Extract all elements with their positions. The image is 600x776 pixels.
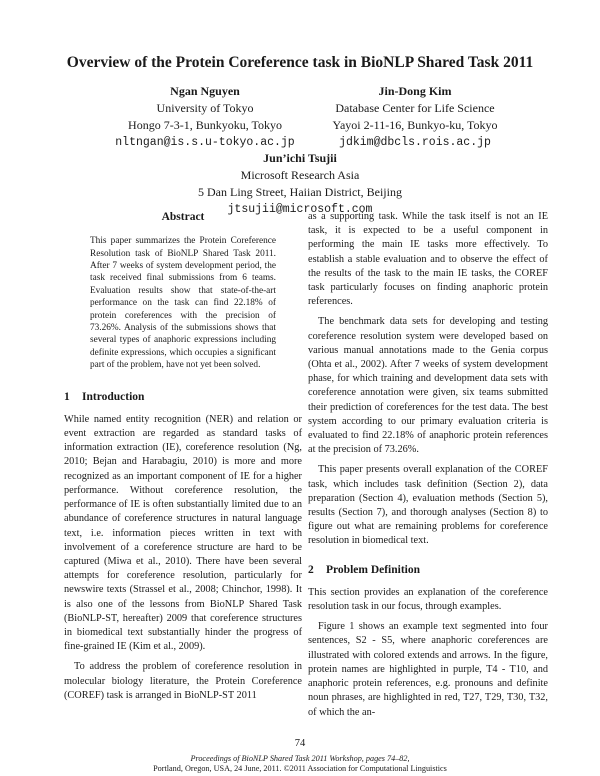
author-name: Ngan Nguyen <box>170 84 240 98</box>
author-affiliation: Database Center for Life Science <box>335 101 495 115</box>
proceedings-footer <box>0 754 600 774</box>
author-name: Jin-Dong Kim <box>378 84 452 98</box>
intro-paragraph-2: To address the problem of coreference resolution in molecular biology literature, the Protein Coreference (COREF) task is arranged in BioNLP-ST 2011 <box>64 661 302 701</box>
abstract-heading: Abstract <box>161 211 205 223</box>
author-affiliation: Microsoft Research Asia <box>240 168 360 182</box>
author-address: Yayoi 2-11-16, Bunkyo-ku, Tokyo <box>332 118 498 132</box>
page-number: 74 <box>294 738 306 749</box>
section-title: Introduction <box>82 390 145 403</box>
right-column <box>308 210 548 726</box>
problem-paragraph-2: Figure 1 shows an example text segmented into four sentences, S2 - S5, where anaphoric coreferences are illustrated with colored extends and arrows. In the figure, protein names are highlighted in purple, T4 - T10, and anaphoric protein references, e.g. pronouns and definite noun phrases, are highlighted in red, T27, T29, T30, T32, of which the an- <box>308 621 548 718</box>
section-heading-problem-definition <box>308 563 548 577</box>
left-column <box>64 210 302 709</box>
author-name: Jun’ichi Tsujii <box>263 151 337 165</box>
section-number: 2 <box>308 563 314 576</box>
author-address: Hongo 7-3-1, Bunkyoku, Tokyo <box>128 118 282 132</box>
intro-paragraph-3: The benchmark data sets for developing and testing coreference resolution system were developed based on various manual annotations made to the Genia corpus (Ohta et al., 2002). After 7 weeks of system development phase, for which training and development data sets with coreference annotation were given, six teams submitted their prediction of coreferences for the test data. The best system according to our primary evaluation criteria is evaluated to find 22.18% of anaphoric protein references at the precision of 73.26%. <box>308 316 548 456</box>
intro-paragraph-2-continued: as a supporting task. While the task itself is not an IE task, it is expected to be a useful component in performing the main IE tasks more effectively. To establish a stable evaluation and to observe the effect of the results of the task to the main IE tasks, the COREF task particularly focuses on finding anaphoric protein references. <box>308 211 548 308</box>
paper-title: Overview of the Protein Coreference task in BioNLP Shared Task 2011 <box>66 54 534 71</box>
problem-paragraph-1: This section provides an explanation of the coreference resolution task in our focus, through examples. <box>308 586 548 613</box>
author-email: jtsujii@microsoft.com <box>227 203 373 216</box>
author-email: jdkim@dbcls.rois.ac.jp <box>339 136 491 149</box>
footer-line-1: Proceedings of BioNLP Shared Task 2011 Workshop, pages 74–82, <box>190 754 410 763</box>
abstract-text: This paper summarizes the Protein Coreference Resolution task of BioNLP Shared Task 2011. After 7 weeks of system development period, the task received final submissions from 6 teams. Evaluation results show that state-of-the-art performance on the task can find 22.18% of protein coreferences with the precision of 73.26%. Analysis of the submissions shows that several types of anaphoric expressions including definite expressions, which occupies a significant part of the problem, have not yet been solved. <box>90 236 276 371</box>
section-number: 1 <box>64 390 70 403</box>
section-heading-introduction <box>64 390 302 404</box>
footer-line-2: Portland, Oregon, USA, 24 June, 2011. ©2011 Association for Computational Linguistics <box>153 764 447 773</box>
author-email: nltngan@is.s.u-tokyo.ac.jp <box>115 136 295 149</box>
author-block-1 <box>105 83 305 151</box>
intro-paragraph-4: This paper presents overall explanation of the COREF task, which includes task definition (Section 2), data preparation (Section 4), evaluation methods (Section 5), results (Section 7), and thorough analyses (Section 8) to figure out what are remaining problems for coreference resolution in biomedical text. <box>308 464 548 547</box>
author-address: 5 Dan Ling Street, Haiian District, Beijing <box>198 185 402 199</box>
author-affiliation: University of Tokyo <box>156 101 254 115</box>
section-title: Problem Definition <box>326 563 421 576</box>
author-block-3 <box>185 150 415 218</box>
author-block-2 <box>315 83 515 151</box>
intro-paragraph-1: While named entity recognition (NER) and relation or event extraction are regarded as standard tasks of information extraction (IE), coreference resolution (Ng, 2010; Bejan and Harabagiu, 2010) is more and more recognized as an important component of IE for a higher performance. Without coreference resolution, the performance of IE is often substantially limited due to an abundance of coreference structures in natural language text, i.e. information pieces written in text with involvement of a coreference structure are hard to be captured (Miwa et al., 2010). There have been several attempts for coreference resolution, particularly for newswire texts (Strassel et al., 2008; Chinchor, 1998). It is also one of the lessons from BioNLP Shared Task (BioNLP-ST, hereafter) 2009 that coreference structures in biomedical text substantially hinder the progress of fine-grained IE (Kim et al., 2009). <box>64 413 302 653</box>
